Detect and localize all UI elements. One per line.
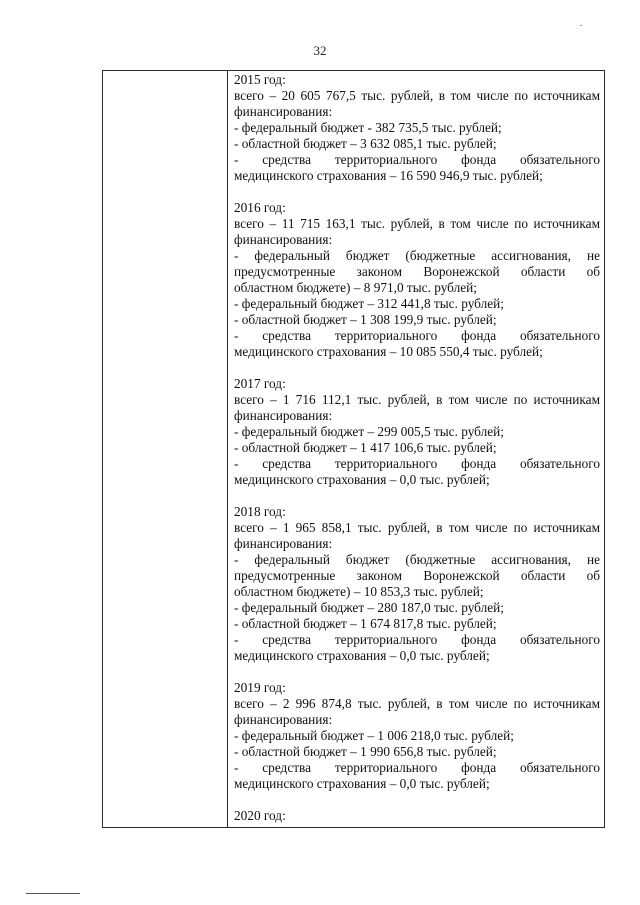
funding-line: медицинского страхования – 10 085 550,4 тыс. рублей; bbox=[234, 344, 543, 359]
funding-line: - средства территориального фонда обязательного bbox=[234, 760, 600, 775]
year-heading: 2020 год: bbox=[234, 808, 286, 823]
funding-line: - средства территориального фонда обязательного bbox=[234, 152, 600, 167]
funding-line: всего – 1 716 112,1 тыс. рублей, в том числе по источникам bbox=[234, 392, 600, 407]
funding-line: всего – 20 605 767,5 тыс. рублей, в том числе по источникам bbox=[234, 88, 600, 103]
funding-line: - областной бюджет – 1 990 656,8 тыс. рублей; bbox=[234, 744, 497, 759]
funding-line: - федеральный бюджет – 312 441,8 тыс. рублей; bbox=[234, 296, 504, 311]
funding-line: медицинского страхования – 0,0 тыс. рублей; bbox=[234, 776, 490, 791]
funding-line: - федеральный бюджет (бюджетные ассигнования, не bbox=[234, 552, 600, 567]
page-number: 32 bbox=[313, 43, 327, 58]
funding-line: всего – 1 965 858,1 тыс. рублей, в том числе по источникам bbox=[234, 520, 600, 535]
funding-line: предусмотренные законом Воронежской области об bbox=[234, 264, 600, 279]
funding-table bbox=[102, 70, 605, 828]
funding-line: финансирования: bbox=[234, 232, 333, 247]
funding-line: - федеральный бюджет (бюджетные ассигнования, не bbox=[234, 248, 600, 263]
year-block bbox=[234, 376, 600, 488]
year-heading: 2019 год: bbox=[234, 680, 286, 695]
funding-line: - федеральный бюджет - 382 735,5 тыс. рублей; bbox=[234, 120, 502, 135]
funding-line: - федеральный бюджет – 280 187,0 тыс. рублей; bbox=[234, 600, 504, 615]
year-block bbox=[234, 808, 600, 824]
year-heading: 2015 год: bbox=[234, 72, 286, 87]
funding-line: - средства территориального фонда обязательного bbox=[234, 456, 600, 471]
year-block bbox=[234, 200, 600, 360]
funding-line: финансирования: bbox=[234, 712, 333, 727]
footnote-rule bbox=[26, 893, 80, 894]
funding-line: медицинского страхования – 0,0 тыс. рублей; bbox=[234, 648, 490, 663]
funding-line: предусмотренные законом Воронежской области об bbox=[234, 568, 600, 583]
funding-line: - федеральный бюджет – 1 006 218,0 тыс. рублей; bbox=[234, 728, 514, 743]
funding-line: всего – 11 715 163,1 тыс. рублей, в том числе по источникам bbox=[234, 216, 600, 231]
year-block bbox=[234, 72, 600, 184]
funding-line: - средства территориального фонда обязательного bbox=[234, 328, 600, 343]
funding-line: финансирования: bbox=[234, 536, 333, 551]
funding-line: - областной бюджет – 3 632 085,1 тыс. рублей; bbox=[234, 136, 497, 151]
funding-line: финансирования: bbox=[234, 408, 333, 423]
year-heading: 2016 год: bbox=[234, 200, 286, 215]
funding-line: - областной бюджет – 1 674 817,8 тыс. рублей; bbox=[234, 616, 497, 631]
table-left-cell-empty bbox=[103, 71, 228, 827]
funding-line: финансирования: bbox=[234, 104, 333, 119]
funding-line: областном бюджете) – 8 971,0 тыс. рублей; bbox=[234, 280, 477, 295]
funding-line: медицинского страхования – 16 590 946,9 тыс. рублей; bbox=[234, 168, 543, 183]
year-heading: 2018 год: bbox=[234, 504, 286, 519]
scan-speck bbox=[580, 25, 582, 26]
year-block bbox=[234, 680, 600, 792]
funding-line: областном бюджете) – 10 853,3 тыс. рублей; bbox=[234, 584, 484, 599]
year-heading: 2017 год: bbox=[234, 376, 286, 391]
funding-line: - областной бюджет – 1 417 106,6 тыс. рублей; bbox=[234, 440, 497, 455]
funding-line: - средства территориального фонда обязательного bbox=[234, 632, 600, 647]
funding-details-cell bbox=[228, 71, 604, 827]
year-block bbox=[234, 504, 600, 664]
funding-line: - федеральный бюджет – 299 005,5 тыс. рублей; bbox=[234, 424, 504, 439]
funding-line: медицинского страхования – 0,0 тыс. рублей; bbox=[234, 472, 490, 487]
funding-line: - областной бюджет – 1 308 199,9 тыс. рублей; bbox=[234, 312, 497, 327]
funding-line: всего – 2 996 874,8 тыс. рублей, в том числе по источникам bbox=[234, 696, 600, 711]
